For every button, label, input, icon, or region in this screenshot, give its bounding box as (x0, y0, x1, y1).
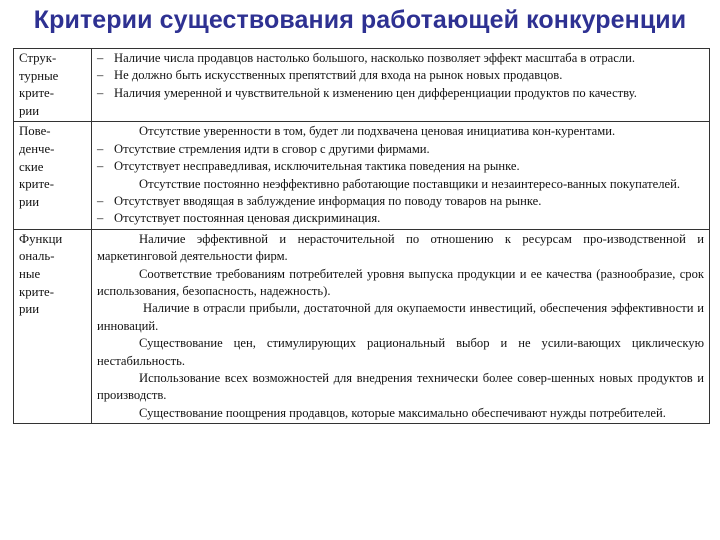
row-label-line: ные (19, 267, 41, 281)
criterion-item: – Отсутствует постоянная ценовая дискриминация. (97, 210, 704, 227)
row-label-line: рии (19, 103, 40, 118)
slide-title: Критерии существования работающей конкуренции (33, 6, 687, 34)
row-label-line: ские (19, 159, 44, 174)
row-label-line: крите- (19, 284, 54, 299)
criterion-item: Соответствие требованиям потребителей уровня выпуска продукции и ее качества (разнообразие, срок использования, безопасность, надежность). (97, 266, 704, 299)
criterion-item: – Отсутствует несправедливая, исключительная тактика поведения на рынке. (97, 158, 704, 175)
criterion-item: Наличие в отрасли прибыли, достаточной для окупаемости инвестиций, обеспечения эффективности и инноваций. (97, 301, 704, 333)
criterion-item: – Наличие числа продавцов настолько большого, насколько позволяет эффект масштаба в отрасли. (97, 50, 704, 67)
criterion-item: Отсутствие уверенности в том, будет ли подхвачена ценовая инициатива кон-курентами. (139, 124, 616, 139)
row-content-structural (92, 49, 710, 122)
criteria-table (13, 48, 710, 424)
row-label-line: рии (19, 302, 40, 317)
row-label-line: турные (19, 68, 59, 83)
row-label-line: крите- (19, 177, 54, 192)
row-label-behavioral (14, 122, 92, 229)
table-row-functional (14, 229, 710, 423)
criterion-item: – Отсутствие стремления идти в сговор с другими фирмами. (97, 141, 704, 158)
criterion-item: – Не должно быть искусственных препятствий для входа на рынок новых продавцов. (97, 67, 704, 84)
row-content-behavioral (92, 122, 710, 229)
row-label-line: Струк- (19, 51, 57, 65)
row-label-line: рии (19, 194, 40, 209)
criterion-item: Использование всех возможностей для внедрения технически более совер-шенных новых продуктов и производств. (97, 371, 704, 403)
row-label-line: Пове- (19, 124, 51, 139)
row-label-functional (14, 229, 92, 423)
criterion-item: – Отсутствует вводящая в заблуждение информация по поводу товаров на рынке. (97, 193, 704, 210)
row-label-line: крите- (19, 86, 54, 101)
row-label-line: Функци (19, 231, 63, 246)
criterion-item: – Наличия умеренной и чувствительной к изменению цен дифференциации продуктов по качеству. (97, 85, 704, 102)
criterion-item: Существование цен, стимулирующих рациональный выбор и не усили-вающих циклическую нестабильность. (97, 336, 704, 368)
row-label-line: ональ- (19, 249, 55, 264)
row-label-structural (14, 49, 92, 122)
criterion-item: Существование поощрения продавцов, которые максимально обеспечивают нужды потребителей. (139, 405, 666, 420)
table-row-structural (14, 49, 710, 122)
criterion-item: Отсутствие постоянно неэффективно работающие поставщики и незаинтересо-ванных покупателей. (139, 176, 681, 191)
criterion-item: Наличие эффективной и нерасточительной по отношению к ресурсам про-изводственной и маркетинговой деятельности фирм. (97, 231, 704, 264)
row-label-line: денче- (19, 141, 55, 156)
table-row-behavioral (14, 122, 710, 229)
row-content-functional (92, 229, 710, 423)
